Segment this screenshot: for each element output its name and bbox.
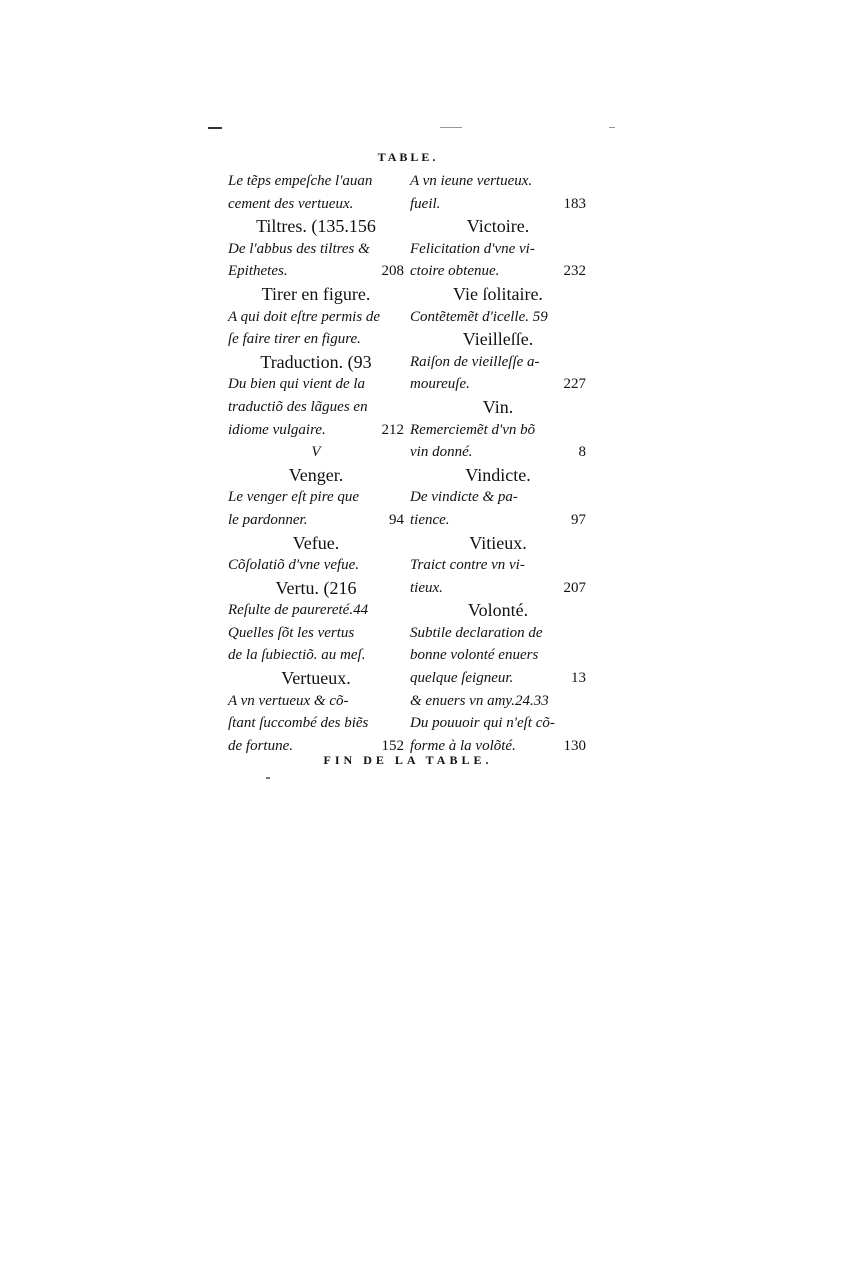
index-heading: Vieilleſſe.	[462, 329, 534, 350]
entry-text: vin donné.	[410, 444, 473, 461]
index-heading: Vefue.	[292, 532, 340, 553]
index-column-left	[228, 170, 404, 757]
entry-text: le pardonner.	[228, 511, 308, 528]
scan-mark	[440, 127, 462, 128]
index-entry: Remerciemẽt d'vn bõ	[410, 421, 536, 438]
page-number: 8	[578, 444, 586, 461]
entry-text: quelque ſeigneur.	[410, 670, 514, 687]
index-heading: Venger.	[288, 464, 344, 485]
index-heading: Tiltres. (135.156	[256, 216, 376, 237]
index-entry: & enuers vn amy.24.33	[410, 692, 549, 709]
index-heading: Vin.	[482, 396, 514, 417]
page-number: 183	[563, 195, 586, 212]
index-heading: Victoire.	[466, 216, 530, 237]
index-entry: Felicitation d'vne vi-	[410, 240, 535, 257]
index-entry: A vn ieune vertueux.	[410, 173, 533, 189]
index-entry: Du pouuoir qui n'eſt cõ-	[410, 715, 555, 732]
section-letter: V	[311, 444, 321, 461]
page-number: 212	[381, 421, 404, 438]
index-entry: ſtant ſuccombé des biẽs	[228, 715, 369, 732]
index-entry-with-page	[410, 441, 586, 464]
index-entry-with-page	[410, 667, 586, 690]
page-number: 208	[381, 263, 404, 280]
index-heading: Vindicte.	[465, 464, 531, 485]
index-entry: Reſulte de paurereté.44	[228, 602, 369, 619]
entry-text: moureuſe.	[410, 376, 470, 393]
entry-text: de fortune.	[228, 737, 293, 754]
page-number: 130	[563, 737, 586, 754]
index-entry: De vindicte & pa-	[410, 489, 518, 506]
page-number: 94	[389, 511, 404, 528]
index-entry: Le tẽps empeſche l'auan	[228, 173, 373, 189]
index-heading: Vertu. (216	[275, 577, 357, 598]
index-entry-with-page	[228, 419, 404, 442]
index-entry: A vn vertueux & cõ-	[228, 692, 349, 709]
scan-mark	[266, 777, 270, 779]
index-heading: Tirer en figure.	[261, 283, 371, 304]
index-entry-with-page	[410, 260, 586, 283]
index-heading: Traduction. (93	[260, 351, 372, 372]
index-column-right	[410, 170, 586, 757]
scan-mark	[208, 127, 222, 129]
index-entry: de la ſubiectiõ. au meſ.	[228, 647, 366, 664]
index-entry-with-page	[410, 509, 586, 532]
index-entry: De l'abbus des tiltres &	[228, 240, 370, 257]
index-entry: Traict contre vn vi-	[410, 557, 525, 574]
index-entry: A qui doit eſtre permis de	[228, 308, 381, 325]
index-entry-with-page	[410, 193, 586, 216]
index-entry: Subtile declaration de	[410, 624, 543, 641]
index-entry: Cõſolatiõ d'vne vefue.	[228, 557, 360, 574]
index-entry: ſe faire tirer en figure.	[228, 331, 361, 348]
index-heading: Vertueux.	[281, 668, 351, 689]
entry-text: tieux.	[410, 579, 443, 596]
index-entry: Raiſon de vieilleſſe a-	[410, 353, 540, 370]
entry-text: Epithetes.	[228, 263, 288, 280]
running-head: TABLE.	[377, 150, 439, 164]
index-entry: Contẽtemẽt d'icelle. 59	[410, 308, 548, 325]
index-entry: Le venger eſt pire que	[228, 489, 360, 506]
page-number: 152	[381, 737, 404, 754]
index-heading: Vitieux.	[469, 532, 527, 553]
index-entry: Du bien qui vient de la	[228, 376, 366, 393]
index-entry: Quelles ſõt les vertus	[228, 624, 355, 641]
entry-text: tience.	[410, 511, 450, 528]
page-number: 232	[563, 263, 586, 280]
index-heading: Volonté.	[467, 600, 529, 621]
entry-text: forme à la volõté.	[410, 737, 516, 754]
scan-mark	[609, 127, 615, 128]
index-entry: bonne volonté enuers	[410, 647, 539, 664]
index-entry: traductiõ des lãgues en	[228, 398, 368, 415]
index-entry-with-page	[228, 260, 404, 283]
index-heading: Vie ſolitaire.	[453, 283, 543, 304]
entry-text: idiome vulgaire.	[228, 421, 326, 438]
page-number: 227	[563, 376, 586, 393]
page-number: 97	[571, 511, 586, 528]
entry-text: ctoire obtenue.	[410, 263, 500, 280]
page-number: 13	[571, 670, 586, 687]
index-entry-with-page	[410, 577, 586, 600]
index-entry-with-page	[410, 373, 586, 396]
index-entry-with-page	[228, 509, 404, 532]
end-of-table: FIN DE LA TABLE.	[323, 753, 493, 767]
index-entry: cement des vertueux.	[228, 195, 354, 212]
entry-text: fueil.	[410, 195, 441, 212]
page-number: 207	[563, 579, 586, 596]
